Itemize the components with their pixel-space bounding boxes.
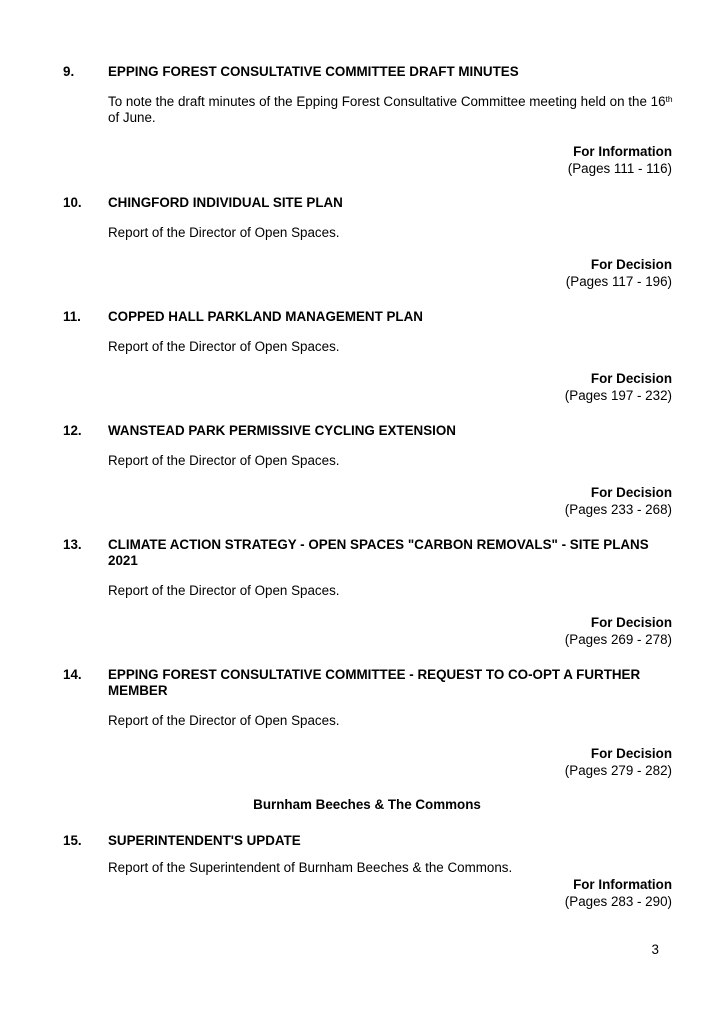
item-title: COPPED HALL PARKLAND MANAGEMENT PLAN bbox=[108, 309, 423, 324]
item-title: EPPING FOREST CONSULTATIVE COMMITTEE DRAFT MINUTES bbox=[108, 64, 519, 79]
item-pages: (Pages 233 - 268) bbox=[564, 502, 672, 517]
section-heading: Burnham Beeches & The Commons bbox=[253, 797, 481, 812]
item-status: For Information bbox=[573, 877, 672, 892]
item-status: For Information bbox=[573, 144, 672, 159]
item-description: Report of the Director of Open Spaces. bbox=[108, 453, 340, 468]
item-pages: (Pages 283 - 290) bbox=[564, 894, 672, 909]
item-description: Report of the Director of Open Spaces. bbox=[108, 583, 340, 598]
item-number: 12. bbox=[63, 423, 82, 438]
item-number: 15. bbox=[63, 833, 82, 848]
item-status: For Decision bbox=[590, 746, 672, 761]
item-number: 10. bbox=[63, 195, 82, 210]
item-pages: (Pages 197 - 232) bbox=[564, 388, 672, 403]
item-number: 13. bbox=[63, 537, 82, 552]
item-status: For Decision bbox=[590, 257, 672, 272]
item-pages: (Pages 269 - 278) bbox=[564, 632, 672, 647]
page-number: 3 bbox=[651, 942, 659, 957]
item-status: For Decision bbox=[590, 485, 672, 500]
item-title: WANSTEAD PARK PERMISSIVE CYCLING EXTENSION bbox=[108, 423, 456, 438]
item-description: Report of the Director of Open Spaces. bbox=[108, 339, 340, 354]
item-title: CHINGFORD INDIVIDUAL SITE PLAN bbox=[108, 195, 343, 210]
item-status: For Decision bbox=[590, 371, 672, 386]
item-title: EPPING FOREST CONSULTATIVE COMMITTEE - REQUEST TO CO-OPT A FURTHER MEMBER bbox=[108, 667, 641, 698]
item-description: To note the draft minutes of the Epping Forest Consultative Committee meeting held on the 16th of June. bbox=[108, 94, 673, 125]
item-description: Report of the Director of Open Spaces. bbox=[108, 713, 340, 728]
item-number: 9. bbox=[63, 64, 75, 79]
item-pages: (Pages 117 - 196) bbox=[565, 274, 672, 289]
item-title: SUPERINTENDENT'S UPDATE bbox=[108, 833, 301, 848]
item-description: Report of the Superintendent of Burnham Beeches & the Commons. bbox=[108, 860, 513, 875]
item-title: CLIMATE ACTION STRATEGY - OPEN SPACES "CARBON REMOVALS" - SITE PLANS 2021 bbox=[108, 537, 649, 568]
item-number: 14. bbox=[63, 667, 82, 682]
item-status: For Decision bbox=[590, 615, 672, 630]
item-number: 11. bbox=[63, 309, 81, 324]
item-pages: (Pages 279 - 282) bbox=[564, 763, 672, 778]
item-description: Report of the Director of Open Spaces. bbox=[108, 225, 340, 240]
item-pages: (Pages 111 - 116) bbox=[567, 161, 672, 176]
